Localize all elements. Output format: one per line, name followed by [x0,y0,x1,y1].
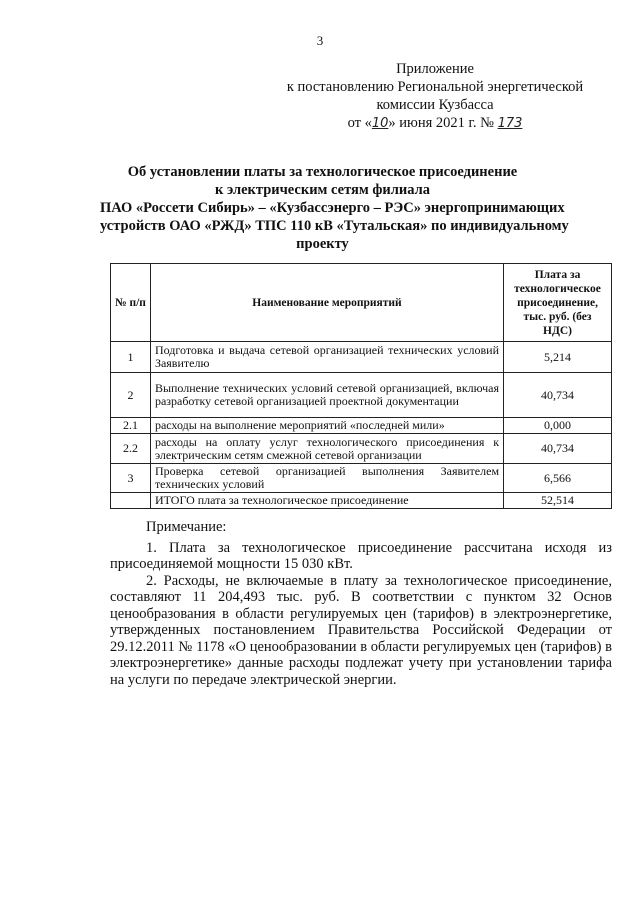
fee-table [110,263,612,509]
date-day: 10 [371,116,389,131]
appendix-date-line [270,114,600,133]
row-num: 2.1 [111,418,151,434]
row-value: 40,734 [504,434,612,464]
row-value: 0,000 [504,418,612,434]
header-num: № п/п [111,264,151,342]
table-row [111,342,612,373]
document-title [100,163,569,253]
row-name: расходы на оплату услуг технологического присоединения к электрическим сетям смежной сетевой организации [150,434,503,464]
row-num: 3 [111,464,151,493]
page-number: 3 [316,33,324,48]
row-value: 6,566 [504,464,612,493]
total-value: 52,514 [504,493,612,509]
table-row [111,373,612,418]
row-name: Подготовка и выдача сетевой организацией технических условий Заявителю [150,342,503,373]
table-row [111,434,612,464]
header-name: Наименование мероприятий [150,264,503,342]
row-num: 2 [111,373,151,418]
notes-heading: Примечание: [146,519,227,535]
table-row [111,464,612,493]
row-name: Проверка сетевой организацией выполнения Заявителем технических условий [150,464,503,493]
table-total-row [111,493,612,509]
document-number: 173 [497,116,523,131]
total-label: ИТОГО плата за технологическое присоединение [150,493,503,509]
title-line-3: ПАО «Россети Сибирь» – «Кузбассэнерго – РЭС» энергопринимающих [100,200,565,216]
row-num: 1 [111,342,151,373]
row-name: расходы на выполнение мероприятий «последней мили» [150,418,503,434]
date-middle: » июня 2021 г. № [388,115,494,131]
title-line-4: устройств ОАО «РЖД» ТПС 110 кВ «Тутальская» по индивидуальному [100,218,569,234]
appendix-resolution: к постановлению Региональной энергетической [286,79,584,95]
date-prefix: от « [347,115,372,131]
title-line-2: к электрическим сетям филиала [214,182,431,198]
appendix-title: Приложение [396,61,474,77]
row-value: 40,734 [504,373,612,418]
title-line-5: проекту [296,236,349,252]
header-fee: Плата за технологическое присоединение, тыс. руб. (без НДС) [504,264,612,342]
row-value: 5,214 [504,342,612,373]
row-name: Выполнение технических условий сетевой организацией, включая разработку сетевой организацией проектной документации [150,373,503,418]
notes-section [110,519,612,688]
title-line-1: Об установлении платы за технологическое присоединение [127,164,518,180]
total-num-cell [111,493,151,509]
note-item-1: 1. Плата за технологическое присоединение рассчитана исходя из присоединяемой мощности 15 030 кВт. [110,539,612,572]
appendix-block [270,60,600,133]
appendix-commission: комиссии Кузбасса [376,97,494,113]
table-row [111,418,612,434]
row-num: 2.2 [111,434,151,464]
table-header-row [111,264,612,342]
note-item-2: 2. Расходы, не включаемые в плату за технологическое присоединение, составляют 11 204,493 тыс. руб. В соответствии с пунктом 32 Основ ценообразования в области регулируемых цен (тарифов) в электроэнергетике, утвержденных постановлением Правительства Российской Федерации от 29.12.2011 № 1178 «О ценообразовании в области регулируемых цен (тарифов) в электроэнергетике» данные расходы подлежат учету при установлении тарифа на услуги по передаче электрической энергии. [110,572,612,688]
